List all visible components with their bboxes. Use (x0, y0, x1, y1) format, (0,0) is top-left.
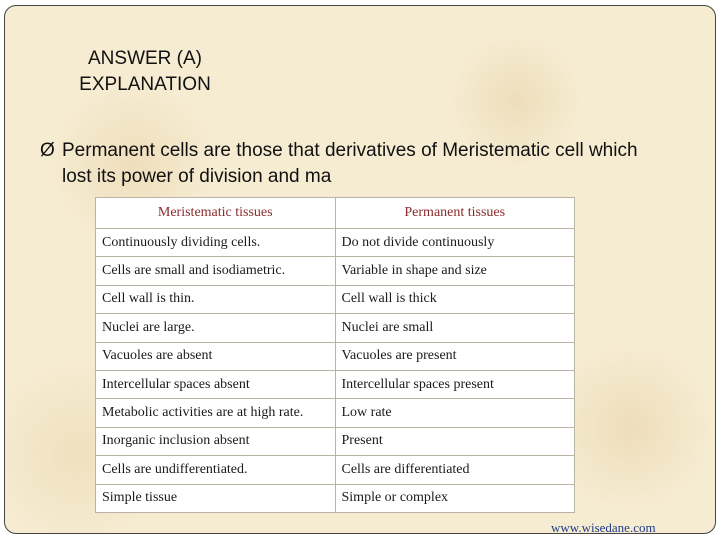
table-row (96, 229, 575, 257)
table-row (96, 427, 575, 455)
table-row (96, 484, 575, 512)
comparison-table-image (95, 197, 575, 513)
table-row (96, 285, 575, 313)
table-row (96, 257, 575, 285)
table-header-row (96, 198, 575, 229)
bullet-point (40, 138, 670, 190)
table-cell: Nuclei are small (335, 314, 575, 342)
table-cell: Inorganic inclusion absent (96, 427, 336, 455)
header-permanent: Permanent tissues (335, 198, 575, 229)
title-line-explanation: EXPLANATION (79, 74, 211, 95)
table-cell: Variable in shape and size (335, 257, 575, 285)
table-cell: Simple or complex (335, 484, 575, 512)
table-cell: Intercellular spaces absent (96, 370, 336, 398)
arrow-bullet-icon: Ø (40, 140, 55, 161)
table-row (96, 399, 575, 427)
slide-title (45, 46, 245, 98)
table-cell: Nuclei are large. (96, 314, 336, 342)
comparison-table (95, 197, 575, 513)
table-row (96, 314, 575, 342)
table-cell: Intercellular spaces present (335, 370, 575, 398)
table-cell: Continuously dividing cells. (96, 229, 336, 257)
slide (4, 5, 716, 534)
source-credit-link[interactable]: www.wisedane.com (551, 520, 656, 534)
table-cell: Vacuoles are present (335, 342, 575, 370)
header-meristematic: Meristematic tissues (96, 198, 336, 229)
table-cell: Low rate (335, 399, 575, 427)
table-row (96, 456, 575, 484)
table-cell: Cell wall is thick (335, 285, 575, 313)
table-cell: Cell wall is thin. (96, 285, 336, 313)
bullet-text: Permanent cells are those that derivatives of Meristematic cell which lost its power of division and ma (62, 140, 638, 187)
table-cell: Cells are differentiated (335, 456, 575, 484)
table-cell: Metabolic activities are at high rate. (96, 399, 336, 427)
title-line-answer: ANSWER (A) (88, 48, 202, 69)
table-cell: Do not divide continuously (335, 229, 575, 257)
table-cell: Vacuoles are absent (96, 342, 336, 370)
table-row (96, 370, 575, 398)
table-cell: Simple tissue (96, 484, 336, 512)
table-cell: Cells are undifferentiated. (96, 456, 336, 484)
table-cell: Present (335, 427, 575, 455)
table-row (96, 342, 575, 370)
table-cell: Cells are small and isodiametric. (96, 257, 336, 285)
